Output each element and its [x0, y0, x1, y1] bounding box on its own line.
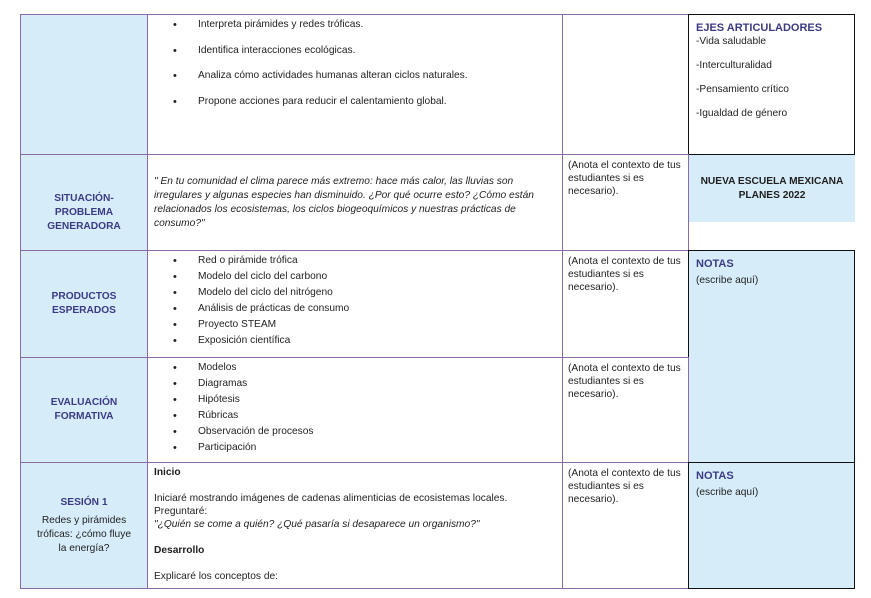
session-cell — [147, 462, 563, 589]
situation-label-cell — [20, 154, 148, 251]
list-item: • Analiza cómo actividades humanas alteran ciclos naturales. — [198, 68, 562, 84]
session-label: SESIÓN 1 — [60, 496, 108, 508]
situation-text: " En tu comunidad el clima parece más extremo: hace más calor, las lluvias son irregulares y algunas especies han disminuido. ¿Por qué ocurre esto? ¿Cómo están relacionados los ecosistemas, los ciclos biogeoquímicos y nuestras prácticas de consumo?" — [154, 176, 534, 229]
products-cell — [147, 250, 563, 358]
question-text: "¿Quién se come a quién? ¿Qué pasaría si desaparece un organismo?" — [154, 519, 480, 530]
eje-item: -Pensamiento crítico — [696, 84, 789, 95]
list-item: • Red o pirámide trófica — [198, 253, 562, 269]
list-item: • Participación — [198, 440, 562, 456]
notes-hint: (escribe aquí) — [696, 275, 759, 286]
evaluation-list — [148, 360, 562, 456]
eje-item: -Igualdad de género — [696, 108, 788, 119]
notes-title: NOTAS — [696, 258, 734, 270]
inicio-text: Iniciaré mostrando imágenes de cadenas alimenticias de ecosistemas locales. — [154, 493, 508, 504]
situation-cell — [147, 154, 563, 251]
session-label-cell — [20, 462, 148, 589]
products-list — [148, 253, 562, 349]
list-item: • Modelo del ciclo del carbono — [198, 269, 562, 285]
session-context-cell[interactable]: (Anota el contexto de tus estudiantes si es necesario). — [562, 462, 689, 589]
products-context-cell[interactable]: (Anota el contexto de tus estudiantes si es necesario). — [562, 250, 689, 358]
situation-context-cell[interactable]: (Anota el contexto de tus estudiantes si es necesario). — [562, 154, 689, 251]
list-item: • Modelos — [198, 360, 562, 376]
list-item: • Rúbricas — [198, 408, 562, 424]
list-item: • Exposición científica — [198, 333, 562, 349]
evaluation-label-cell — [20, 357, 148, 463]
ask-text: Preguntaré: — [154, 506, 208, 517]
list-item: • Observación de procesos — [198, 424, 562, 440]
evaluation-label: EVALUACIÓN FORMATIVA — [50, 397, 118, 422]
nem-line1: NUEVA ESCUELA MEXICANA — [700, 175, 844, 187]
objectives-label-cell — [20, 14, 148, 155]
desarrollo-text: Explicaré los conceptos de: — [154, 571, 279, 582]
products-label-cell — [20, 250, 148, 358]
eje-item: -Interculturalidad — [696, 60, 772, 71]
ejes-articuladores-box — [688, 14, 855, 155]
notes-box-1[interactable] — [688, 250, 855, 463]
desarrollo-title: Desarrollo — [154, 545, 205, 556]
objectives-context-cell — [562, 14, 689, 155]
situation-label: SITUACIÓN-PROBLEMA GENERADORA — [47, 192, 121, 232]
objectives-list — [148, 17, 562, 110]
nem-banner — [689, 155, 855, 222]
list-item: • Análisis de prácticas de consumo — [198, 301, 562, 317]
list-item: • Modelo del ciclo del nitrógeno — [198, 285, 562, 301]
evaluation-cell — [147, 357, 563, 463]
list-item: • Interpreta pirámides y redes tróficas. — [198, 17, 562, 33]
objectives-cell — [147, 14, 563, 155]
session-subtitle: Redes y pirámides tróficas: ¿cómo fluye la energía? — [37, 514, 131, 554]
eje-item: -Vida saludable — [696, 36, 767, 47]
list-item: • Proyecto STEAM — [198, 317, 562, 333]
inicio-title: Inicio — [154, 467, 181, 478]
products-label: PRODUCTOS ESPERADOS — [51, 291, 117, 316]
list-item: • Diagramas — [198, 376, 562, 392]
ejes-title: EJES ARTICULADORES — [696, 22, 823, 34]
list-item: • Propone acciones para reducir el calentamiento global. — [198, 94, 562, 110]
nem-line2: PLANES 2022 — [738, 189, 806, 201]
list-item: • Identifica interacciones ecológicas. — [198, 43, 562, 59]
notes-title: NOTAS — [696, 470, 734, 482]
evaluation-context-cell[interactable]: (Anota el contexto de tus estudiantes si es necesario). — [562, 357, 689, 463]
notes-hint: (escribe aquí) — [696, 487, 759, 498]
notes-box-2[interactable] — [688, 462, 855, 589]
list-item: • Hipótesis — [198, 392, 562, 408]
